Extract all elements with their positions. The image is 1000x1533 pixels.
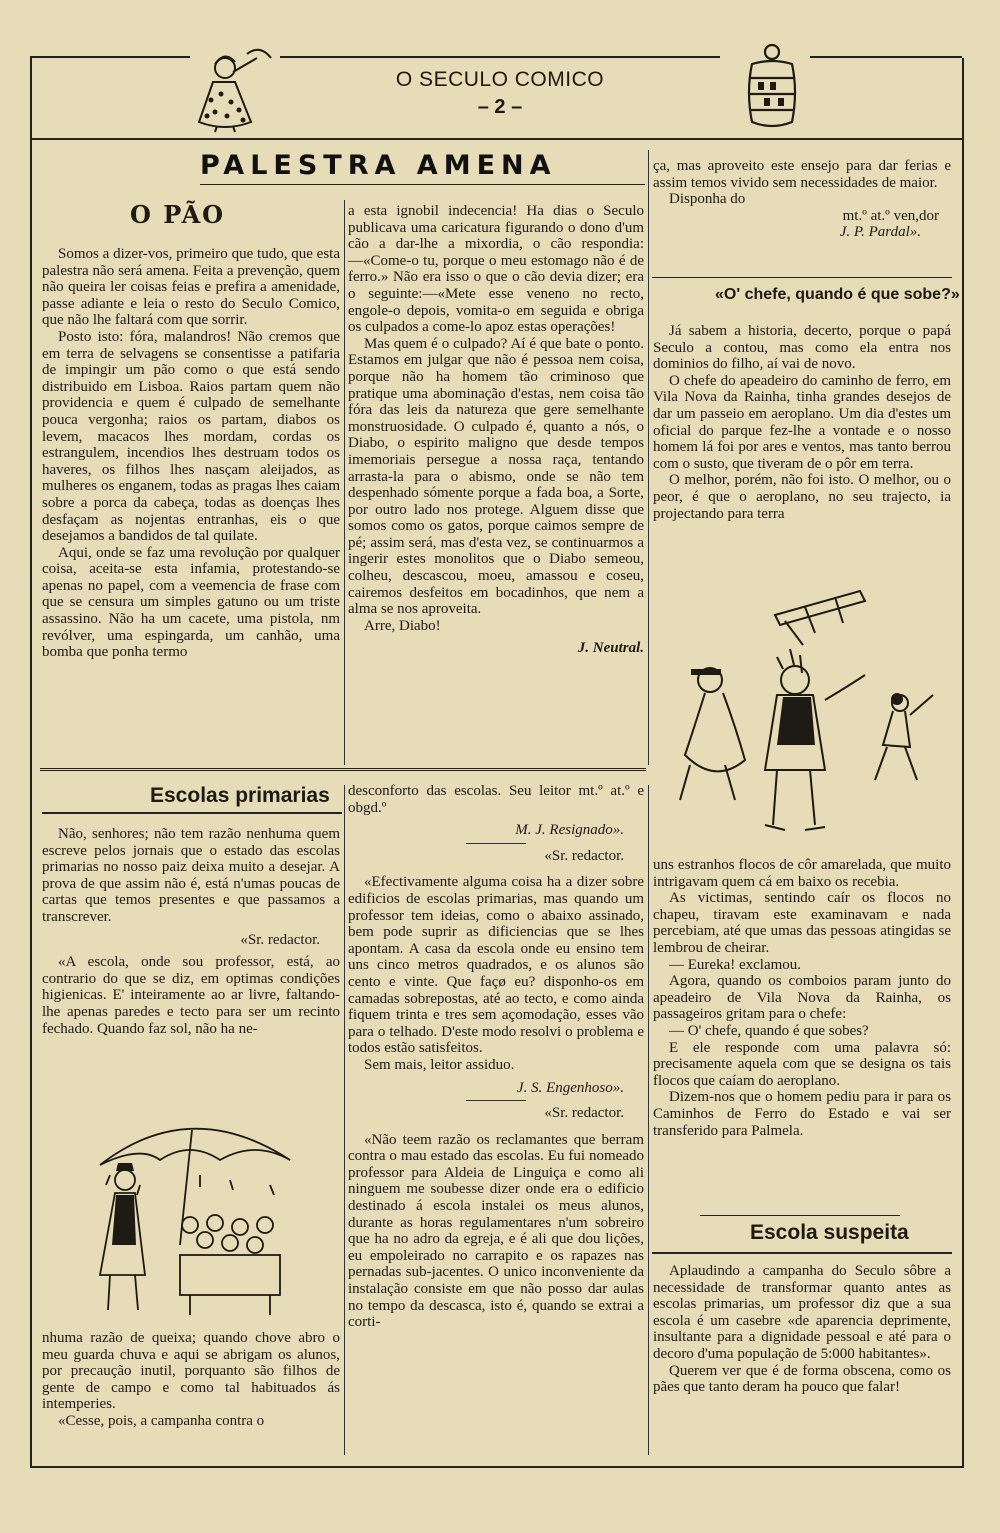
paragraph: Aqui, onde se faz uma revolução por qualquer coisa, aceita-se esta infamia, protestando-se apenas no papel, com a veemencia de frase com que se censura um simples gatuno ou um triste assassino. Não ha um cacete, uma pistola, nm revólver, uma espingarda, um canhão, uma bomba que ponha termo xyxy=(42,544,340,661)
masthead-girl-illustration xyxy=(185,40,275,135)
letter-pardal xyxy=(653,158,951,241)
article-chefe-part1 xyxy=(653,323,951,522)
article-title-escola-suspeita: Escola suspeita xyxy=(750,1221,909,1244)
aeroplane-cartoon-illustration xyxy=(665,585,945,850)
paragraph: uns estranhos flocos de côr amarelada, que muito intrigavam quem cá em baixo os recebia. xyxy=(653,857,951,890)
masthead-rule-center xyxy=(280,56,720,58)
paragraph: Dizem-nos que o homem pediu para ir para os Caminhos de Ferro do Estado e vai ser transferido para Palmela. xyxy=(653,1089,951,1139)
paragraph: desconforto das escolas. Seu leitor mt.º at.º e obgd.º xyxy=(348,783,644,816)
paragraph: a esta ignobil indecencia! Ha dias o Seculo publicava uma caricatura figurando o dono d'um cão a dar-lhe a mixordia, o cão respondia:—«Come-o tu, porque o meu estomago não é de ferro.» Não era isso o que o cão devia dizer; era o seguinte:—«Mete esse veneno no recto, engole-o depois, vomita-o em seguida e obriga os culpados a come-lo apoz estas operações! xyxy=(348,203,644,336)
banner-underline xyxy=(200,184,645,185)
article-title-o-pao: O PÃO xyxy=(130,200,226,229)
paragraph: «Cesse, pois, a campanha contra o xyxy=(58,1412,265,1429)
paragraph: As victimas, sentindo caír os flocos no chapeu, tiravam este examinavam e nada percebiam, até que umas das pessoas atingidas se lembrou de cheirar. xyxy=(653,890,951,956)
paragraph: nhuma razão de queixa; quando chove abro o meu guarda chuva e aqui se abrigam os alunos, por precaução inutil, porquanto são filhos de gente de campo e como tal habituados ás intemperies. xyxy=(42,1330,340,1413)
paragraph: «Não teem razão os reclamantes que berram contra o mau estado das escolas. Eu fui nomeado professor para Aldeia de Linguiça e como ali ninguem me soubesse dizer onde era o edificio destinado á escola instalei os meus alunos, durante as horas regulamentares n'um sobreiro que ha no adro da egreja, e é ali que dou lições, eu empoleirado no carrapito e os rapazes nas pernadas sub-jacentes. O unico inconveniente da instalação consiste em que não posso dar aulas no tempo da descasca, isto é, quando se extrai a corti- xyxy=(348,1131,644,1331)
rule xyxy=(42,812,342,814)
masthead-rule-right xyxy=(810,56,962,58)
paragraph: O melhor, porém, não foi isto. O melhor, ou o peor, é que o aeroplano, no seu trajecto, ia projectando para terra xyxy=(653,472,951,522)
article-escolas-col1-top xyxy=(42,826,340,1037)
paragraph: Não, senhores; não tem razão nenhuma quem escreve pelos jornais que o estado das escolas primarias no nosso paiz deixa muito a desejar. A prova de que assim não é, está n'umas poucas de cartas que temos presentes e que passamos a transcrever. xyxy=(42,826,340,925)
masthead-title: O SECULO COMICO xyxy=(395,68,605,91)
signature: J. Neutral. xyxy=(577,640,644,657)
masthead-rule-left xyxy=(30,56,190,58)
article-escolas-col1-bottom xyxy=(42,1330,340,1430)
paragraph: — Eureka! exclamou. xyxy=(669,956,802,973)
column-rule-1b xyxy=(344,785,345,1455)
article-title-escolas-primarias: Escolas primarias xyxy=(150,784,330,807)
rule xyxy=(652,277,952,278)
article-escola-suspeita xyxy=(653,1263,951,1396)
column-rule-2b xyxy=(648,785,649,1455)
masthead-barrel-illustration xyxy=(742,40,802,132)
paragraph: — O' chefe, quando é que sobes? xyxy=(669,1022,869,1039)
article-chefe-part2 xyxy=(653,857,951,1139)
article-title-chefe: «O' chefe, quando é que sobe?» xyxy=(715,286,960,303)
paragraph: Já sabem a historia, decerto, porque o papá Seculo a contou, mas como ela entra nos dominios do filho, aí vai de novo. xyxy=(653,323,951,373)
column-rule-2a xyxy=(648,150,649,765)
section-banner: PALESTRA AMENA xyxy=(200,150,557,181)
paragraph: «Efectivamente alguma coisa ha a dizer sobre edificios de escolas primarias, mas quando um professor tem ideias, como o abaixo assinado, bem pode suprir as dificiencias que se lhes apontam. A casa da escola onde eu ensino tem uns cinco metros quadrados, e os alunos são cento e vinte. Que façø eu? disponho-os em camadas sobrepostas, até ao tecto, e como ainda fiquem trinta e tres sem açomodação, esses vão para o telhado. D'este modo resolvi o problema e todos estão satisfeitos. xyxy=(348,874,644,1057)
article-o-pao-col2 xyxy=(348,203,644,657)
paragraph: E ele responde com uma palavra só: precisamente aquela com que se designa os tais flocos que caíam do aeroplano. xyxy=(653,1039,951,1089)
article-o-pao-col1 xyxy=(42,246,340,661)
column-rule-1a xyxy=(344,200,345,765)
signature: J. P. Pardal». xyxy=(839,224,921,241)
paragraph: O chefe do apeadeiro do caminho de ferro, em Vila Nova da Rainha, tinha grandes desejos de dar um passeio em aeroplano. Um dia d'estes um oficial do parque fez-lhe a vontade e o nosso homem lá foi por ares e ventos, mas tanto berrou com o susto, que tiveram de o pôr em terra. xyxy=(653,372,951,472)
paragraph: Posto isto: fóra, malandros! Não cremos que em terra de selvagens se consentisse a patifaria de impingir um pão como o que está sendo distribuido em Lisboa. Raios partam quem não providencia e quem é culpado de semelhante pouca vergonha; raios os partam, diabos os levem, macacos lhes mordam, cordas os estrangulem, incendios lhes destruam todos os haveres, os filhos lhes nasçam aleijados, as mulheres os enganem, todas as pragas lhes caiam sobre a porca da cabeça, todas as doenças lhes desfaçam as nojentas entranhas, eis o que desejamos a bandidos de tal quilate. xyxy=(42,328,340,545)
paragraph: Sem mais, leitor assiduo. xyxy=(364,1056,515,1073)
rule xyxy=(466,1100,526,1101)
page-number: – 2 – xyxy=(477,96,523,118)
article-escolas-col2 xyxy=(348,783,644,1331)
paragraph: Arre, Diabo! xyxy=(364,617,441,634)
paragraph: Querem ver que é de forma obscena, como os pães que tanto deram ha pouco que falar! xyxy=(653,1362,951,1396)
paragraph: Mas quem é o culpado? Aí é que bate o ponto. Estamos em julgar que não é pessoa nem coisa, porque não ha homem tão criminoso que pratique uma abominação d'estas, nem coisa tão fóra das leis da natureza que gere semelhante monstruosidade. O culpado é, quanto a nós, o Diabo, o espirito maligno que desde tempos imemoriais persegue a nossa raça, tentando arrasta-la para o abismo, onde se não tem despenhado sómente porque a fada boa, a Sorte, por outro lado nos protege. Alguem disse que somos como os gatos, porque caimos sempre de pé; assim será, mas d'esta vez, se continuarmos a ingerir estes monolitos que o Diabo semeou, colheu, descascou, moeu, amassou e coseu, cairemos desfeitos em bocadinhos, que nem a alma se nos aproveita. xyxy=(348,335,644,618)
letter-salutation: «Sr. redactor. xyxy=(544,847,624,864)
paragraph: ça, mas aproveito este ensejo para dar ferias e assim temos vivido sem necessidades de maior. xyxy=(653,158,951,191)
rule xyxy=(466,843,526,844)
rule xyxy=(652,1252,952,1254)
signature: J. S. Engenhoso». xyxy=(516,1079,624,1096)
letter-closing: Disponha do xyxy=(669,191,746,208)
letter-salutation: «Sr. redactor. xyxy=(240,931,320,948)
paragraph: Agora, quando os comboios param junto do apeadeiro de Vila Nova da Rainha, os passageiros gritam para o chefe: xyxy=(653,973,951,1023)
letter-salutation: mt.º at.º ven,dor xyxy=(842,207,939,224)
section-divider xyxy=(40,768,646,771)
masthead-bottom-rule xyxy=(30,138,962,140)
umbrella-school-illustration xyxy=(80,1105,300,1325)
paragraph: «A escola, onde sou professor, está, ao contrario do que se diz, em optimas condições higienicas. E' inteiramente ao ar livre, faltando-lhe apenas paredes e tecto para ser um recinto fechado. Quando faz sol, não ha ne- xyxy=(42,954,340,1037)
paragraph: Aplaudindo a campanha do Seculo sôbre a necessidade de transformar quanto antes as escolas primarias, um professor diz que a sua escola é um casebre «de aparencia deprimente, insultante para a dignidade pessoal e até para o decoro d'uma população de 5:000 habitantes». xyxy=(653,1263,951,1362)
signature: M. J. Resignado». xyxy=(515,822,624,839)
paragraph: Somos a dizer-vos, primeiro que tudo, que esta palestra não será amena. Feita a prevenção, quem não queira ler coisas feias e prefira a amenidade, passe adiante e leia o resto do Seculo Comico, que não lhe faltará com que sorrir. xyxy=(42,246,340,329)
page-bottom-rule xyxy=(30,1466,962,1468)
letter-salutation: «Sr. redactor. xyxy=(544,1105,624,1122)
rule xyxy=(700,1215,900,1216)
